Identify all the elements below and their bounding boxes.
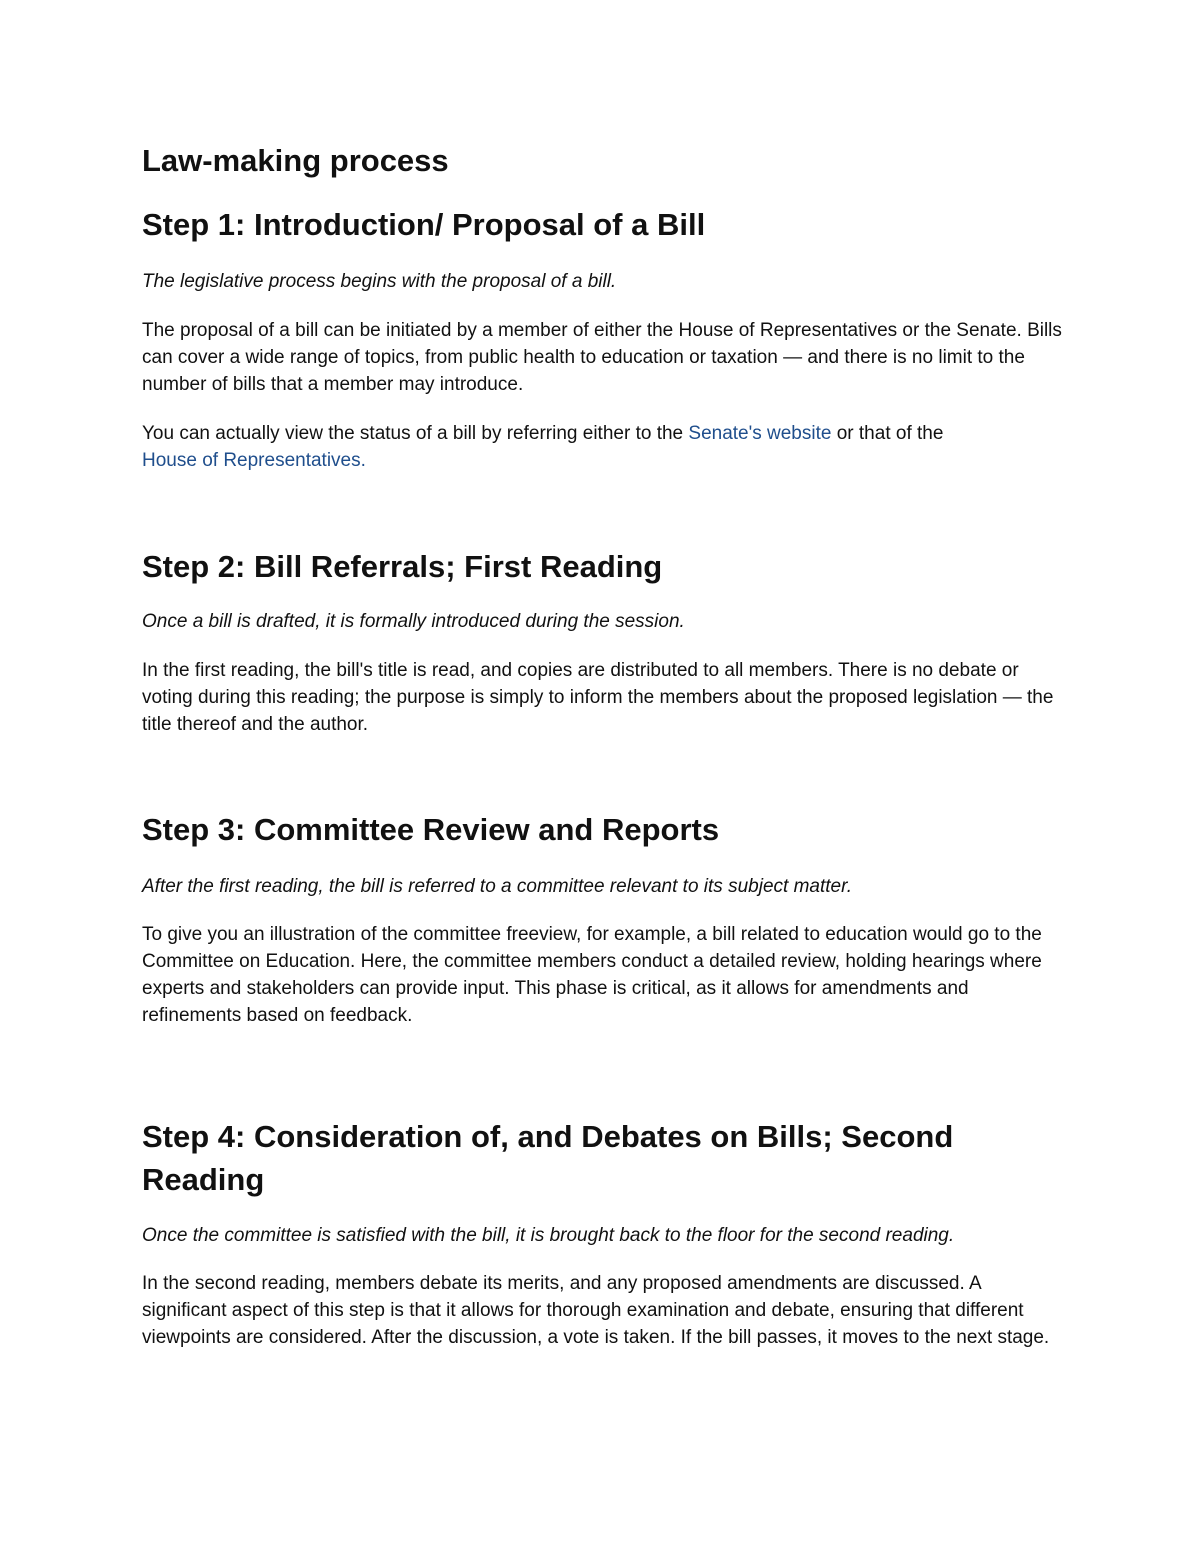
- step-3-lead: After the first reading, the bill is referred to a committee relevant to its subject matter.: [142, 876, 852, 897]
- status-text-before: You can actually view the status of a bill by referring either to the: [142, 423, 689, 444]
- step-1-body: The proposal of a bill can be initiated by a member of either the House of Representatives or the Senate. Bills can cover a wide range of topics, from public health to education or taxation — and there is no limit to the number of bills that a member may introduce.: [142, 320, 1062, 395]
- status-text-after: .: [360, 450, 366, 471]
- document-title: Law-making process: [142, 143, 449, 178]
- step-4-heading: Step 4: Consideration of, and Debates on Bills; Second Reading: [142, 1119, 954, 1197]
- step-4-body: In the second reading, members debate its merits, and any proposed amendments are discussed. A significant aspect of this step is that it allows for thorough examination and debate, ensuring that different viewpoints are considered. After the discussion, a vote is taken. If the bill passes, it moves to the next stage.: [142, 1273, 1050, 1348]
- step-3-body: To give you an illustration of the committee freeview, for example, a bill related to education would go to the Committee on Education. Here, the committee members conduct a detailed review, holding hearings where experts and stakeholders can provide input. This phase is critical, as it allows for amendments and refinements based on feedback.: [142, 924, 1042, 1026]
- house-of-representatives-link[interactable]: House of Representatives: [142, 450, 361, 471]
- step-4-lead: Once the committee is satisfied with the bill, it is brought back to the floor for the second reading.: [142, 1225, 955, 1246]
- step-1-status-paragraph: [142, 420, 1062, 474]
- step-1-heading: Step 1: Introduction/ Proposal of a Bill: [142, 207, 706, 242]
- status-text-middle: or that of the: [831, 423, 944, 444]
- step-2-heading: Step 2: Bill Referrals; First Reading: [142, 549, 663, 584]
- step-3-heading: Step 3: Committee Review and Reports: [142, 812, 720, 847]
- step-1-lead: The legislative process begins with the proposal of a bill.: [142, 271, 617, 292]
- senate-website-link[interactable]: Senate's website: [688, 423, 832, 444]
- step-2-lead: Once a bill is drafted, it is formally introduced during the session.: [142, 611, 685, 632]
- step-2-body: In the first reading, the bill's title is read, and copies are distributed to all members. There is no debate or voting during this reading; the purpose is simply to inform the members about the proposed legislation — the title thereof and the author.: [142, 660, 1054, 735]
